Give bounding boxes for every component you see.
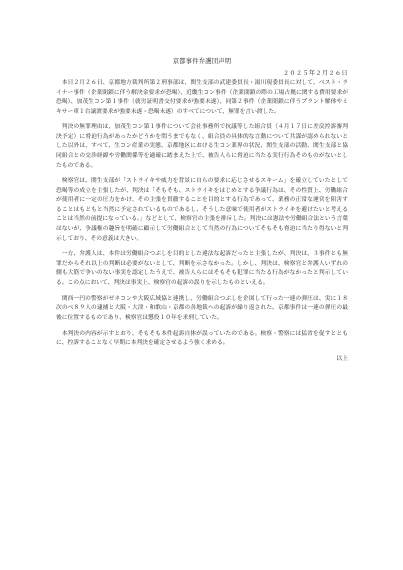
paragraph-verdict: 本日２月２６日、京都地方裁判所第２刑事部は、関生支部の武建委員長・湯川現委員長に対して、ベスト・ライナー事件（企業閉鎖に伴う解決金要求が恐喝）、近畿生コン事件（企業閉鎖の際の工場占拠に関する費用要求が恐喝）、加茂生コン第１事件（就労証明書交付要求が強要未遂）、同第２事件（企業閉鎖に伴うプラント解体やミキサー車１台譲渡要求が強要未遂・恐喝未遂）のすべてについて、無罪を言い渡した。 — [56, 80, 348, 115]
document-title: 京都事件弁護団声明 — [172, 58, 232, 65]
document-closing: 以上 — [336, 355, 348, 362]
paragraph-prosecutor-claim: 検察官は、関生支部が「ストライキや威力を背景に自らの要求に応じさせるスキーム」を確立していたとして恐喝等の成立を主張したが、判決は「そもそも、ストライキをはじめとする争議行為は、その性質上、労働組合が使用者に一定の圧力をかけ、その主張を貫徹することを目的とする行為であって、業務の正常な運営を阻害することはもともと当然に予定されているものであるし、そうした意味で使用者がストライキを避けたいと考えることは当然の前提になっている。」などとして、検察官の主張を排斥した。判決には憲法や労働組合法という言葉はないが、争議権の趣旨を明確に顧示して労働組合として当然の行為についてそもそも脅迫に当たり得ないと判示しており、その意義は大きい。 — [56, 178, 348, 242]
paragraph-defense-claim: 一方、弁護人は、本件は労働組合つぶしを目的とした違法な起訴だったと主張したが、判決は、３事件とも無罪だからそれ以上の判断は必要がないとして、判断を示さなかった。しかし、判決は、検察官と弁護人いずれの側も大筋で争いのない事実を認定したうえで、被告人らにはそもそも犯罪に当たる行為がなかったと判示している。この点において、判決は事実上、検察官の起訴の誤りを示したものといえる。 — [56, 251, 348, 286]
paragraph-demand: 本判決の内容が示すとおり、そもそも本件起訴自体が誤っていたのである。検察・警察には猛省を促すとともに、控訴することなく早期に本判決を確定させるよう強く求める。 — [56, 330, 348, 347]
document-date: ２０２５年２月２６日 — [282, 70, 348, 77]
paragraph-acquittal-reasons: 判決の無罪理由は、加茂生コン第１事件について会社事務所で抗議等した組合員（４月１７日に差戻控訴審判決予定）に脅迫行為があったかどうかを問うまでもなく、組合員の具体的な言動について共謀が認められないとした以外は、すべて、生コン産業の実態、京都地区における生コン業界の状況、関生支部の活動、関生支部と協同組合との交渉経緯や労働関係等を適確に踏まえた上で、被告人らに脅迫に当たる実行行為そのものがないとしたものである。 — [56, 124, 348, 169]
paragraph-crackdown-history: 関西一円の警察がゼネコンや大阪広域協と連携し、労働組合つぶしを企図して行った一連の弾圧は、実に１８次のべ８９人の逮捕と大阪・大津・和歌山・京都の各地裁への起訴が繰り返された。京都事件は一連の弾圧の最後に位置するものであり、検察官は懲役１０年を求刑していた。 — [56, 295, 348, 321]
